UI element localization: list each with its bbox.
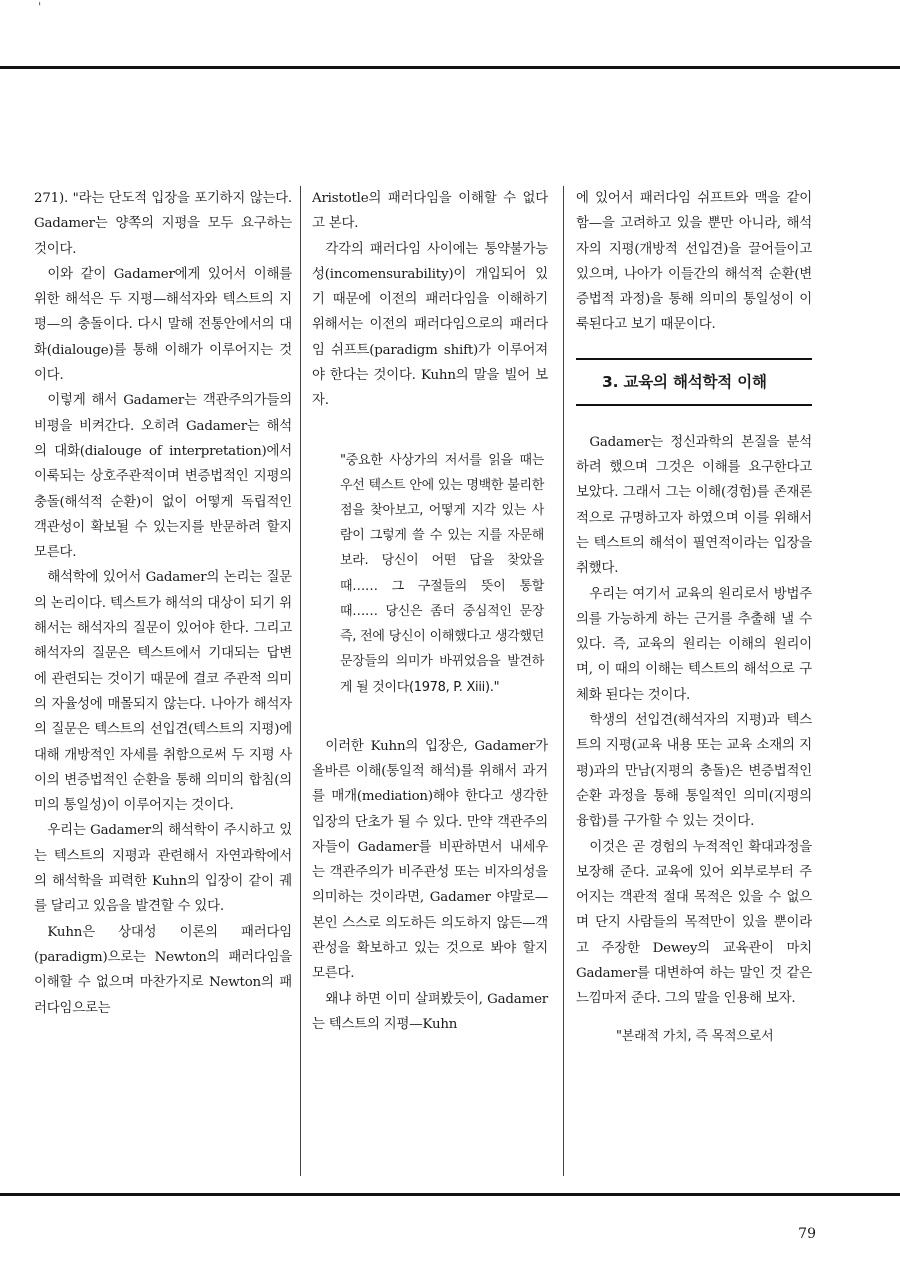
paragraph: 왜냐 하면 이미 살펴봤듯이, Gadamer는 텍스트의 지평—Kuhn: [312, 991, 548, 1032]
paragraph: 이것은 곧 경험의 누적적인 확대과정을 보장해 준다. 교육에 있어 외부로부터 주어지는 객관적 절대 목적은 있을 수 없으며 단지 사람들의 목적만이 있을 뿐이라고 주장한 Dewey의 교육관이 마치 Gadamer를 대변하여 하는 말인 것 같은 느낌마저 준다. 그의 말을 인용해 보자.: [576, 839, 812, 1007]
top-rule: [0, 66, 900, 69]
quote-start: "본래적 가치, 즉 목적으로서: [616, 1028, 774, 1044]
paragraph: 해석학에 있어서 Gadamer의 논리는 질문의 논리이다. 텍스트가 해석의 대상이 되기 위해서는 해석자의 질문이 있어야 한다. 그리고 해석자의 질문은 텍스트에서 기대되는 답변에 관련되는 것이기 때문에 결코 주관적 의미의 자율성에 매몰되지 않는다. 나아가 해석자의 질문은 텍스트의 선입견(텍스트의 지평)에 대해 개방적인 자세를 취함으로써 두 지평 사이의 변증법적인 순환을 통해 의미의 합침(의미의 통일성)이 이루어지는 것이다.: [34, 570, 292, 814]
paragraph: 이와 같이 Gadamer에게 있어서 이해를 위한 해석은 두 지평—해석자와 텍스트의 지평—의 충돌이다. 다시 말해 전통안에서의 대화(dialouge)를 통해 이해가 이루어지는 것이다.: [34, 266, 292, 384]
section-heading: 3. 교육의 해석학적 이해: [576, 358, 812, 406]
paragraph: 이러한 Kuhn의 입장은, Gadamer가 올바른 이해(통일적 해석)를 위해서 과거를 매개(mediation)해야 한다고 생각한 입장의 단초가 될 수 있다. 만약 객관주의자들이 Gadamer를 비판하면서 내세우는 객관주의가 비주관성 또는 비자의성을 의미하는 것이라면, Gadamer 야말로—본인 스스로 의도하든 의도하지 않든—객관성을 확보하고 있는 것으로 봐야 할지 모른다.: [312, 738, 548, 982]
column-divider: [300, 186, 301, 1176]
paragraph: 우리는 여기서 교육의 원리로서 방법주의를 가능하게 하는 근거를 추출해 낼 수 있다. 즉, 교육의 원리는 이해의 원리이며, 이 때의 이해는 텍스트의 해석으로 구체화 된다는 것이다.: [576, 586, 812, 703]
column-divider: [563, 186, 564, 1176]
paragraph: 각각의 패러다임 사이에는 통약불가능성(incomensurability)이 개입되어 있기 때문에 이전의 패러다임을 이해하기 위해서는 이전의 패러다임으로의 패러다임 쉬프트(paradigm shift)가 이루어져야 한다는 것이다. Kuhn의 말을 빌어 보자.: [312, 241, 548, 409]
paragraph: Kuhn은 상대성 이론의 패러다임(paradigm)으로는 Newton의 패러다임을 이해할 수 없으며 마찬가지로 Newton의 패러다임으로는: [34, 924, 292, 1016]
block-quote: "중요한 사상가의 저서를 읽을 때는 우선 텍스트 안에 있는 명백한 불리한 점을 찾아보고, 어떻게 지각 있는 사람이 그렇게 쓸 수 있는 지를 자문해 보라. 당신이 어떤 답을 찾았을 때…… 그 구절들의 뜻이 통할 때…… 당신은 좀더 중심적인 문장 즉, 전에 당신이 이해했다고 생각했던 문장들의 의미가 바뀌었음을 발견하게 될 것이다(1978, P. Xiii).": [340, 452, 544, 695]
paragraph: 271). "라는 단도적 입장을 포기하지 않는다. Gadamer는 양쪽의 지평을 모두 요구하는 것이다.: [34, 191, 292, 257]
column-2: [312, 186, 548, 1037]
paragraph: 에 있어서 패러다임 쉬프트와 맥을 같이 함—을 고려하고 있을 뿐만 아니라, 해석자의 지평(개방적 선입견)을 끌어들이고 있으며, 나아가 이들간의 해석적 순환(변증법적 과정)을 통해 의미의 통일성이 이룩된다고 보기 때문이다.: [576, 191, 812, 333]
page-number: 79: [798, 1226, 816, 1242]
column-3: [576, 186, 812, 1049]
column-1: [34, 186, 292, 1021]
bottom-rule: [0, 1193, 900, 1196]
paragraph: Aristotle의 패러다임을 이해할 수 없다고 본다.: [312, 191, 548, 232]
paragraph: 학생의 선입견(해석자의 지평)과 텍스트의 지평(교육 내용 또는 교육 소재의 지평)과의 만남(지평의 충돌)은 변증법적인 순환 과정을 통해 통일적인 의미(지평의 융합)를 구가할 수 있는 것이다.: [576, 713, 812, 830]
paragraph: 이렇게 해서 Gadamer는 객관주의가들의 비평을 비켜간다. 오히려 Gadamer는 해석의 대화(dialouge of interpretation)에서 이룩되는 상호주관적이며 변증법적인 지평의 충돌(해석적 순환)이 없이 어떻게 독립적인 객관성이 확보될 수 있는지를 반문하려 할지 모른다.: [34, 393, 292, 561]
paragraph: Gadamer는 정신과학의 본질을 분석하려 했으며 그것은 이해를 요구한다고 보았다. 그래서 그는 이해(경험)를 존재론적으로 규명하고자 하였으며 이를 위해서는 텍스트의 해석이 필연적이라는 입장을 취했다.: [576, 434, 812, 577]
paragraph: 우리는 Gadamer의 해석학이 주시하고 있는 텍스트의 지평과 관련해서 자연과학에서의 해석학을 피력한 Kuhn의 입장이 같이 궤를 달리고 있음을 발견할 수 있다.: [34, 823, 292, 915]
corner-mark: ': [38, 0, 42, 14]
